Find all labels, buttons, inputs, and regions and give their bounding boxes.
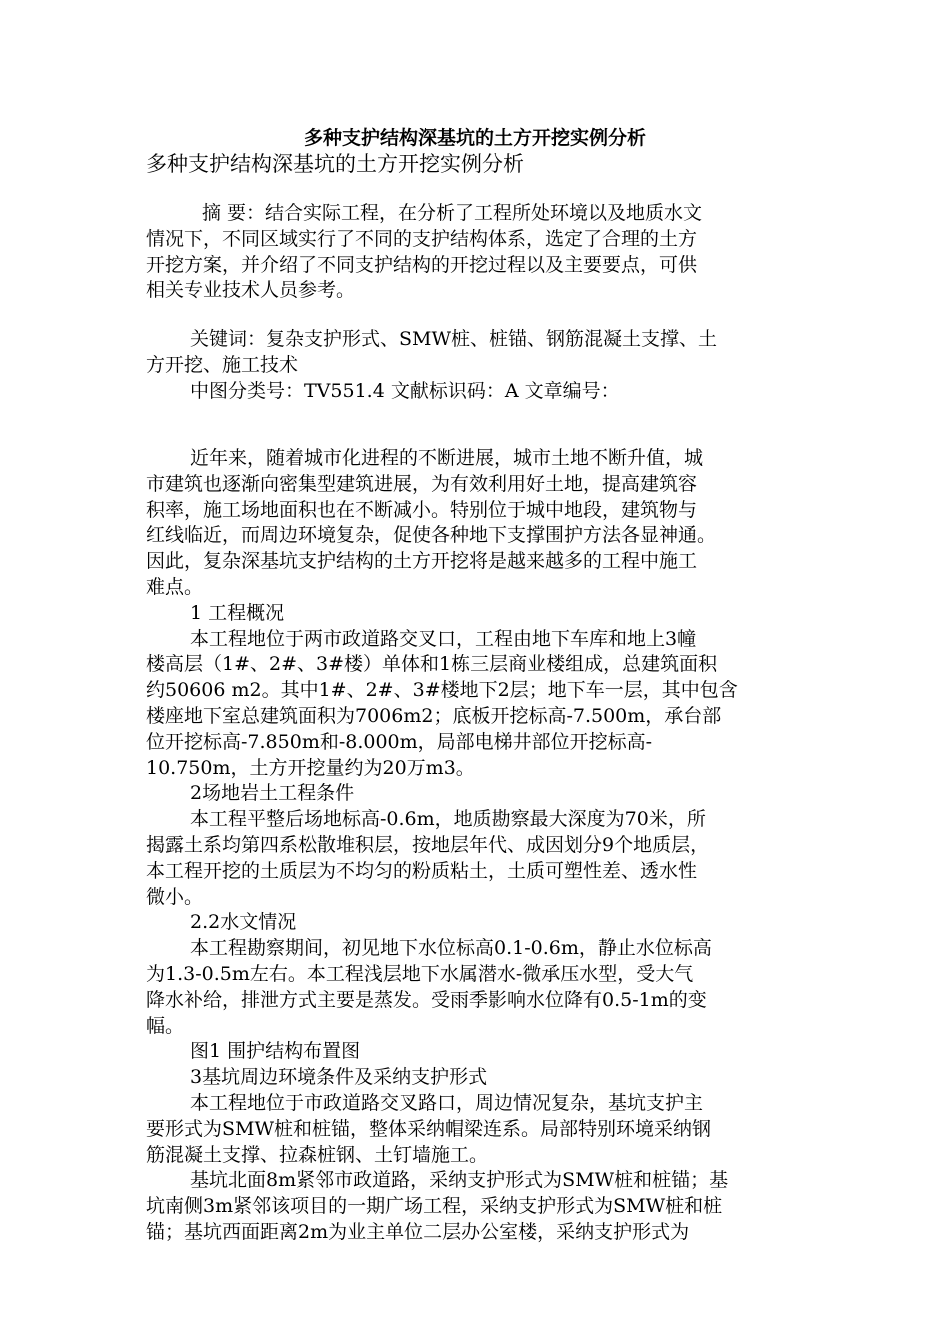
body-line: 近年来，随着城市化进程的不断进展，城市土地不断升值，城	[190, 447, 704, 469]
section-heading: 2.2水文情况	[190, 911, 297, 934]
body-line: 揭露土系均第四系松散堆积层，按地层年代、成因划分9个地质层，	[146, 833, 710, 856]
body-line: 本工程开挖的土质层为不均匀的粉质粘土，土质可塑性差、透水性	[146, 859, 698, 882]
body-line: 本工程平整后场地标高-0.6m，地质勘察最大深度为70米，所	[190, 808, 706, 831]
body-line: 本工程地位于两市政道路交叉口，工程由地下车库和地上3幢	[190, 627, 697, 650]
body-line: 要形式为SMW桩和桩锚，整体采纳帽梁连系。局部特别环境采纳钢	[146, 1117, 712, 1140]
abstract-line: 摘 要：结合实际工程，在分析了工程所处环境以及地质水文	[202, 202, 703, 224]
body-line: 位开挖标高-7.850m和-8.000m，局部电梯井部位开挖标高-	[146, 730, 653, 753]
body-line: 基坑北面8m紧邻市政道路，采纳支护形式为SMW桩和桩锚；基	[190, 1169, 729, 1192]
body-line: 约50606 m2。其中1#、2#、3#楼地下2层；地下车一层，其中包含	[146, 679, 738, 702]
body-line: 红线临近，而周边环境复杂，促使各种地下支撑围护方法各显神通。	[146, 524, 717, 547]
figure-caption: 图1 围护结构布置图	[190, 1040, 361, 1063]
abstract-line: 相关专业技术人员参考。	[146, 279, 356, 302]
body-line: 锚；基坑西面距离2m为业主单位二层办公室楼，采纳支护形式为	[146, 1220, 690, 1243]
body-line: 降水补给，排泄方式主要是蒸发。受雨季影响水位降有0.5-1m的变	[146, 988, 707, 1011]
section-heading: 1 工程概况	[190, 601, 285, 624]
body-line: 积率，施工场地面积也在不断减小。特别位于城中地段，建筑物与	[146, 498, 698, 521]
abstract-section	[146, 201, 806, 304]
classification-line: 中图分类号：TV551.4 文献标识码：A 文章编号：	[190, 379, 620, 402]
keywords-section	[146, 327, 806, 404]
keywords-line: 关键词：复杂支护形式、SMW桩、桩锚、钢筋混凝土支撑、土	[190, 328, 718, 350]
document-subtitle: 多种支护结构深基坑的土方开挖实例分析	[146, 152, 524, 176]
body-line: 本工程地位于市政道路交叉路口，周边情况复杂，基坑支护主	[190, 1091, 704, 1114]
document-title: 多种支护结构深基坑的土方开挖实例分析	[303, 127, 646, 149]
body-line: 楼高层（1#、2#、3#楼）单体和1栋三层商业楼组成，总建筑面积	[146, 653, 718, 676]
body-line: 市建筑也逐渐向密集型建筑进展，为有效利用好土地，提高建筑容	[146, 472, 698, 495]
body-line: 楼座地下室总建筑面积为7006m2；底板开挖标高-7.500m，承台部	[146, 704, 722, 727]
body-line: 为1.3-0.5m左右。本工程浅层地下水属潜水-微承压水型，受大气	[146, 962, 694, 985]
body-line: 难点。	[146, 575, 204, 598]
body-line: 本工程勘察期间，初见地下水位标高0.1-0.6m，静止水位标高	[190, 937, 712, 960]
body-line: 微小。	[146, 885, 204, 908]
abstract-line: 情况下，不同区域实行了不同的支护结构体系，选定了合理的土方	[146, 227, 698, 250]
body-line: 幅。	[146, 1014, 185, 1037]
body-line: 10.750m，土方开挖量约为20万m3。	[146, 756, 475, 779]
body-line: 筋混凝土支撑、拉森桩钢、土钉墙施工。	[146, 1143, 489, 1166]
section-heading: 3基坑周边环境条件及采纳支护形式	[190, 1066, 488, 1089]
section-heading: 2场地岩土工程条件	[190, 782, 355, 805]
abstract-line: 开挖方案，并介绍了不同支护结构的开挖过程以及主要要点，可供	[146, 253, 698, 276]
body-line: 坑南侧3m紧邻该项目的一期广场工程，采纳支护形式为SMW桩和桩	[146, 1195, 723, 1218]
keywords-line: 方开挖、施工技术	[146, 353, 299, 376]
body-section	[146, 446, 806, 1246]
body-line: 因此，复杂深基坑支护结构的土方开挖将是越来越多的工程中施工	[146, 550, 698, 573]
